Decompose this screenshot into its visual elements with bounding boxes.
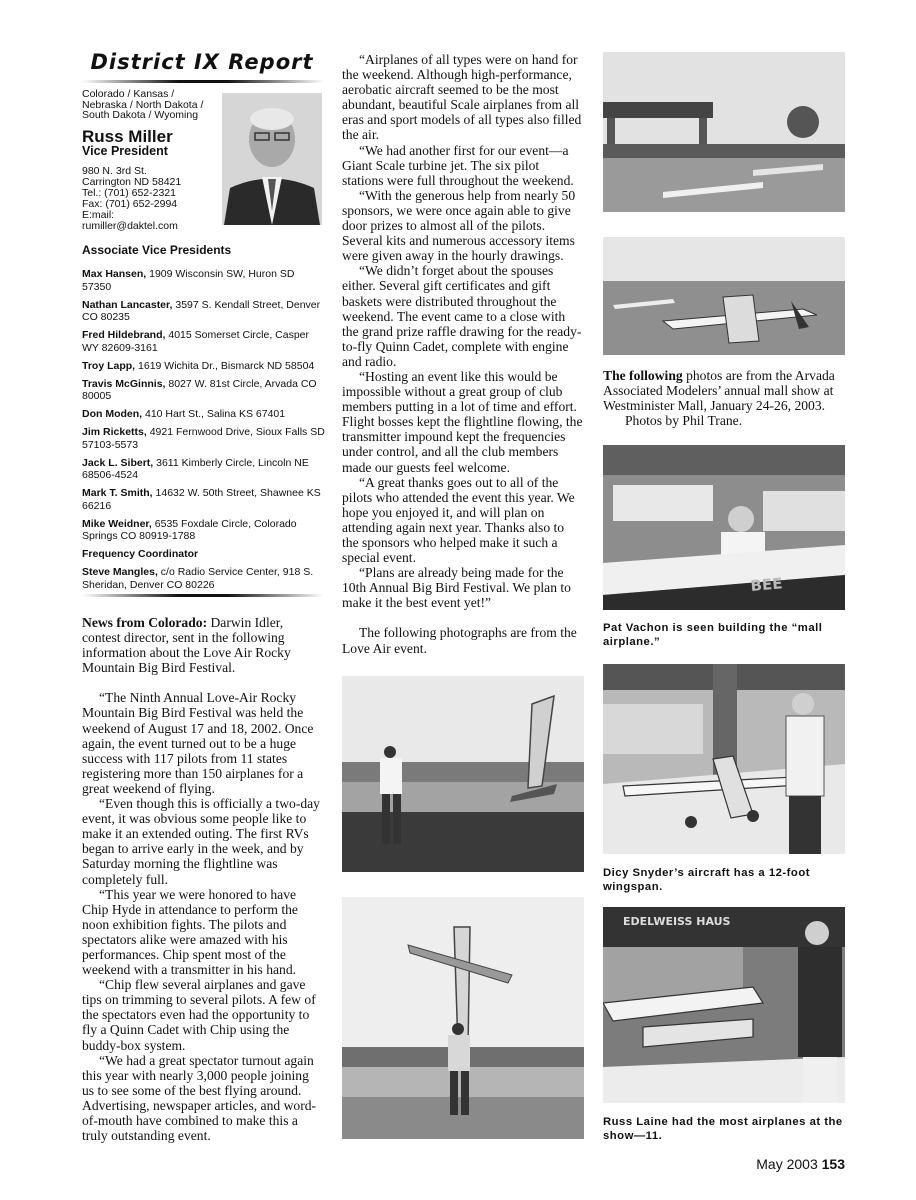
- article-paragraph: “Airplanes of all types were on hand for the weekend. Although high-performance, aerobatic aircraft seemed to be the most abundant, beautiful Scale airplanes from all eras and sport models of all types also filled the air.: [342, 52, 582, 143]
- article-paragraph: “With the generous help from nearly 50 sponsors, we were once again able to give door prizes to almost all of the pilots. Several kits and numerous accessory items were given away in the hourly drawings.: [342, 187, 576, 264]
- vp-title: Vice President: [82, 144, 168, 158]
- russ-laine-caption: Russ Laine had the most airplanes at the show—11.: [603, 1116, 843, 1142]
- mall-airplane-build-photo: [603, 445, 845, 610]
- large-wingspan-photo: [603, 664, 845, 854]
- associate-vp-list: [82, 268, 326, 597]
- article-column-2: [342, 52, 584, 656]
- issue-date: May 2003: [756, 1156, 818, 1172]
- article-lead-paragraph: News from Colorado: Darwin Idler, contest director, sent in the following information about the Love Air Rocky Mountain Big Bird Festival.: [82, 615, 291, 676]
- aerobatic-flight-photo: [342, 676, 584, 872]
- section-title: District IX Report: [90, 50, 314, 74]
- photos-intro: The following photographs are from the Love Air event.: [342, 625, 577, 656]
- article-paragraph: “Plans are already being made for the 10th Annual Big Bird Festival. We plan to make it the best event yet!”: [342, 565, 571, 611]
- article-paragraph: “This year we were honored to have Chip Hyde in attendance to perform the noon exhibition fights. The pilots and spectators alike were amazed with his performances. Chip spent most of the weekend with a transmitter in his hand.: [82, 886, 298, 978]
- article-paragraph: “Hosting an event like this would be impossible without a great group of club members putting in a lot of time and effort. Flight bosses kept the flightline flowing, the transmitter impound kept the frequencies under control, and all the club members made our guests feel welcome.: [342, 368, 583, 475]
- title-divider: [82, 80, 324, 83]
- associate-entry: Travis McGinnis, 8027 W. 81st Circle, Arvada CO 80005: [82, 377, 317, 402]
- vp-portrait-photo: [222, 93, 322, 225]
- associate-vp-heading: Associate Vice Presidents: [82, 243, 232, 257]
- svg-text:BEE: BEE: [749, 574, 784, 595]
- svg-text:EDELWEISS HAUS: EDELWEISS HAUS: [623, 915, 731, 928]
- article-paragraph: “Even though this is officially a two-day event, it was obvious some people like to make it an extended outing. The first RVs began to arrive early in the week, and by Saturday morning the flightline was completely full.: [82, 796, 320, 887]
- photo-credit: Photos by Phil Trane.: [625, 413, 743, 429]
- associate-entry: Jack L. Sibert, 3611 Kimberly Circle, Lincoln NE 68506-4524: [82, 456, 309, 481]
- vp-phone: Tel.: (701) 652-2321: [82, 187, 176, 199]
- pat-vachon-caption: Pat Vachon is seen building the “mall airplane.”: [603, 622, 823, 648]
- associate-entry: Nathan Lancaster, 3597 S. Kendall Street, Denver CO 80235: [82, 298, 321, 323]
- vp-contact-block: [82, 166, 222, 232]
- district-states: Colorado / Kansas / Nebraska / North Dakota / South Dakota / Wyoming: [82, 88, 204, 121]
- article-paragraph: “The Ninth Annual Love-Air Rocky Mountain Big Bird Festival was held the weekend of August 17 and 18, 2002. Once again, the event turned out to be a huge success with 117 pilots from 11 states registering more than 150 airplanes for a great weekend of flying.: [82, 690, 314, 796]
- associate-entry: Max Hansen, 1909 Wisconsin SW, Huron SD 57350: [82, 268, 295, 293]
- vertical-hover-photo: [342, 897, 584, 1139]
- vp-address-street: 980 N. 3rd St.: [82, 165, 147, 177]
- most-airplanes-photo: [603, 907, 845, 1103]
- crowd-flightline-photo: [603, 52, 845, 212]
- sidebar-bottom-divider: [82, 594, 324, 597]
- frequency-coordinator-heading: Frequency Coordinator: [82, 548, 199, 560]
- arvada-intro: The following photos are from the Arvada Associated Modelers’ annual mall show at Westminister Mall, January 24-26, 2003. Photos by Phil Trane.: [603, 368, 847, 428]
- vp-email-label: E:mail:: [82, 209, 115, 221]
- vp-email-link[interactable]: rumiller@daktel.com: [82, 220, 178, 232]
- page-number: 153: [821, 1156, 845, 1172]
- vp-name: Russ Miller: [82, 127, 173, 146]
- vp-address-city: Carrington ND 58421: [82, 176, 182, 188]
- article-paragraph: “We had another first for our event—a Giant Scale turbine jet. The six pilot stations were full throughout the weekend.: [342, 142, 574, 188]
- dicy-snyder-caption: Dicy Snyder’s aircraft has a 12-foot wingspan.: [603, 867, 810, 893]
- article-paragraph: “A great thanks goes out to all of the pilots who attended the event this year. We hope you enjoyed it, and will plan on attending again next year. Thanks also to the sponsors who helped make it such a special event.: [342, 474, 575, 566]
- associate-entry: Mark T. Smith, 14632 W. 50th Street, Shawnee KS 66216: [82, 487, 321, 512]
- associate-entry: Mike Weidner, 6535 Foxdale Circle, Colorado Springs CO 80919-1788: [82, 517, 297, 542]
- associate-entry: Don Moden, 410 Hart St., Salina KS 67401: [82, 408, 286, 420]
- article-paragraph: “Chip flew several airplanes and gave tips on trimming to several pilots. A few of the spectators even had the opportunity to fly a Quinn Cadet with Chip using the buddy-box system.: [82, 977, 316, 1053]
- article-column-1: [82, 615, 324, 1143]
- associate-entry: Troy Lapp, 1619 Wichita Dr., Bismarck ND 58504: [82, 359, 315, 372]
- frequency-coordinator-entry: Steve Mangles, c/o Radio Service Center, 918 S. Sheridan, Denver CO 80226: [82, 566, 314, 591]
- scale-airplanes-photo: [603, 237, 845, 355]
- page-footer: [756, 1156, 845, 1172]
- article-paragraph: “We didn’t forget about the spouses either. Several gift certificates and gift baskets were distributed throughout the weekend. The event came to a close with the grand prize raffle drawing for the ready-to-fly Quinn Cadet, complete with engine and radio.: [342, 263, 582, 369]
- associate-entry: Fred Hildebrand, 4015 Somerset Circle, Casper WY 82609-3161: [82, 329, 309, 354]
- vp-fax: Fax: (701) 652-2994: [82, 198, 178, 210]
- associate-entry: Jim Ricketts, 4921 Fernwood Drive, Sioux Falls SD 57103-5573: [82, 426, 325, 451]
- article-paragraph: “We had a great spectator turnout again this year with nearly 3,000 people joining us to see some of the best flying around. Advertising, newspaper articles, and word-of-mouth have combined to make this a truly outstanding event.: [82, 1052, 317, 1144]
